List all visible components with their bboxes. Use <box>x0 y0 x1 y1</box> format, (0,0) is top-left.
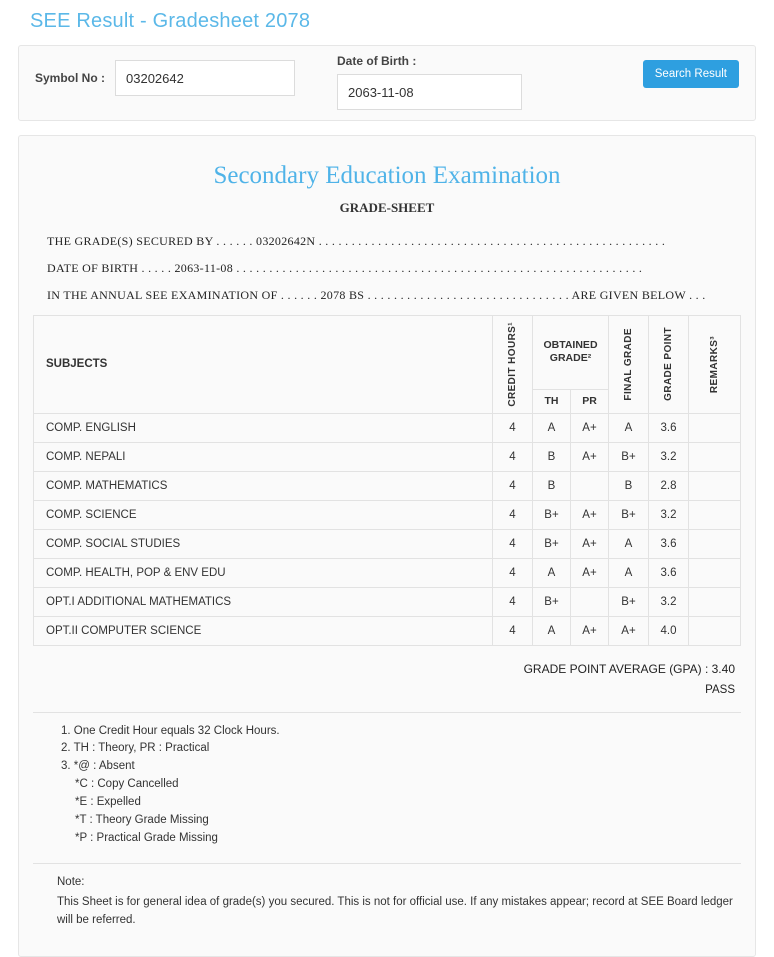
note-block <box>33 863 741 935</box>
cell-grade-point: 3.2 <box>649 500 689 529</box>
exam-year-line: IN THE ANNUAL SEE EXAMINATION OF . . . . . . 2078 BS . . . . . . . . . . . . . . . . . . . . . . . . . . . . . . . ARE GIVEN BELOW . . . <box>47 288 706 302</box>
cell-credit-hours: 4 <box>493 587 533 616</box>
cell-final-grade: A <box>609 558 649 587</box>
symbol-input[interactable] <box>115 60 295 96</box>
cell-subject: COMP. MATHEMATICS <box>34 471 493 500</box>
cell-practical-grade: A+ <box>571 413 609 442</box>
dob-label: Date of Birth : <box>337 54 417 68</box>
cell-practical-grade: A+ <box>571 616 609 645</box>
cell-remarks <box>689 471 741 500</box>
table-row <box>34 442 741 471</box>
cell-subject: COMP. HEALTH, POP & ENV EDU <box>34 558 493 587</box>
cell-credit-hours: 4 <box>493 616 533 645</box>
cell-practical-grade <box>571 587 609 616</box>
table-row <box>34 529 741 558</box>
cell-grade-point: 3.6 <box>649 413 689 442</box>
grade-sheet-label: GRADE-SHEET <box>339 200 435 215</box>
cell-remarks <box>689 529 741 558</box>
cell-practical-grade: A+ <box>571 442 609 471</box>
cell-remarks <box>689 558 741 587</box>
footnote-sub-2: *E : Expelled <box>75 795 141 808</box>
cell-final-grade: B <box>609 471 649 500</box>
header-grade-point <box>649 316 689 414</box>
footnote-sub-3: *T : Theory Grade Missing <box>75 813 209 826</box>
date-of-birth-line: DATE OF BIRTH . . . . . 2063-11-08 . . . . . . . . . . . . . . . . . . . . . . . . . . . . . . . . . . . . . . . . . . . . . . . . . . . . . . . . . . . . . . <box>47 261 643 275</box>
cell-grade-point: 3.6 <box>649 529 689 558</box>
header-remarks <box>689 316 741 414</box>
cell-subject: OPT.I ADDITIONAL MATHEMATICS <box>34 587 493 616</box>
cell-final-grade: B+ <box>609 442 649 471</box>
footnote-sub-4: *P : Practical Grade Missing <box>75 831 218 844</box>
dob-field-group <box>337 54 522 110</box>
cell-grade-point: 2.8 <box>649 471 689 500</box>
symbol-label: Symbol No : <box>35 71 106 85</box>
footnote-1: 1. One Credit Hour equals 32 Clock Hours. <box>61 724 280 737</box>
table-row <box>34 558 741 587</box>
cell-subject: COMP. SCIENCE <box>34 500 493 529</box>
cell-credit-hours: 4 <box>493 413 533 442</box>
search-result-button[interactable]: Search Result <box>643 60 739 88</box>
cell-final-grade: B+ <box>609 500 649 529</box>
cell-subject: COMP. ENGLISH <box>34 413 493 442</box>
table-row <box>34 587 741 616</box>
header-theory: TH <box>533 389 571 413</box>
header-obtained-grade: OBTAINED GRADE² <box>533 316 609 390</box>
header-subjects: SUBJECTS <box>34 316 493 414</box>
cell-final-grade: A <box>609 413 649 442</box>
dob-input[interactable] <box>337 74 522 110</box>
cell-practical-grade: A+ <box>571 529 609 558</box>
cell-final-grade: A+ <box>609 616 649 645</box>
header-grade-point-text: GRADE POINT <box>662 327 674 402</box>
cell-grade-point: 3.6 <box>649 558 689 587</box>
cell-final-grade: B+ <box>609 587 649 616</box>
cell-subject: COMP. SOCIAL STUDIES <box>34 529 493 558</box>
cell-practical-grade <box>571 471 609 500</box>
cell-final-grade: A <box>609 529 649 558</box>
cell-practical-grade: A+ <box>571 558 609 587</box>
page-container <box>0 10 774 957</box>
cell-theory-grade: B+ <box>533 587 571 616</box>
cell-remarks <box>689 442 741 471</box>
cell-theory-grade: B <box>533 442 571 471</box>
result-panel <box>18 135 756 957</box>
grades-table-body <box>34 413 741 645</box>
page-title: SEE Result - Gradesheet 2078 <box>30 10 311 32</box>
table-row <box>34 413 741 442</box>
cell-grade-point: 3.2 <box>649 587 689 616</box>
header-credit-hours-text: CREDIT HOURS¹ <box>506 322 518 407</box>
cell-theory-grade: A <box>533 413 571 442</box>
note-title: Note: <box>57 876 85 889</box>
cell-remarks <box>689 500 741 529</box>
gpa-line: GRADE POINT AVERAGE (GPA) : 3.40 <box>523 661 735 676</box>
cell-credit-hours: 4 <box>493 529 533 558</box>
cell-theory-grade: A <box>533 616 571 645</box>
symbol-field-group <box>35 60 295 96</box>
grades-table <box>33 315 741 646</box>
search-panel <box>18 45 756 121</box>
note-text: This Sheet is for general idea of grade(s) you secured. This is not for official use. If any mistakes appear; record at SEE Board ledger will be referred. <box>57 896 733 926</box>
cell-remarks <box>689 413 741 442</box>
grade-secured-line: THE GRADE(S) SECURED BY . . . . . . 03202642N . . . . . . . . . . . . . . . . . . . . . . . . . . . . . . . . . . . . . . . . . . . . . . . . . . . . . <box>47 234 666 248</box>
cell-credit-hours: 4 <box>493 471 533 500</box>
header-remarks-text: REMARKS³ <box>708 335 720 393</box>
cell-theory-grade: A <box>533 558 571 587</box>
cell-credit-hours: 4 <box>493 558 533 587</box>
cell-remarks <box>689 587 741 616</box>
cell-credit-hours: 4 <box>493 500 533 529</box>
cell-subject: OPT.II COMPUTER SCIENCE <box>34 616 493 645</box>
exam-title: Secondary Education Examination <box>213 162 561 189</box>
table-row <box>34 471 741 500</box>
cell-subject: COMP. NEPALI <box>34 442 493 471</box>
footnote-3: 3. *@ : Absent <box>61 760 135 773</box>
footnote-sub-1: *C : Copy Cancelled <box>75 778 179 791</box>
cell-grade-point: 4.0 <box>649 616 689 645</box>
table-row <box>34 616 741 645</box>
table-row <box>34 500 741 529</box>
table-header-row-1 <box>34 316 741 390</box>
cell-grade-point: 3.2 <box>649 442 689 471</box>
result-status: PASS <box>705 683 735 696</box>
header-credit-hours <box>493 316 533 414</box>
cell-theory-grade: B+ <box>533 500 571 529</box>
cell-theory-grade: B <box>533 471 571 500</box>
cell-practical-grade: A+ <box>571 500 609 529</box>
footnotes <box>33 712 741 852</box>
cell-theory-grade: B+ <box>533 529 571 558</box>
header-final-grade-text: FINAL GRADE <box>622 328 634 401</box>
cell-credit-hours: 4 <box>493 442 533 471</box>
header-practical: PR <box>571 389 609 413</box>
footnote-2: 2. TH : Theory, PR : Practical <box>61 742 210 755</box>
grades-table-head <box>34 316 741 414</box>
cell-remarks <box>689 616 741 645</box>
header-final-grade <box>609 316 649 414</box>
